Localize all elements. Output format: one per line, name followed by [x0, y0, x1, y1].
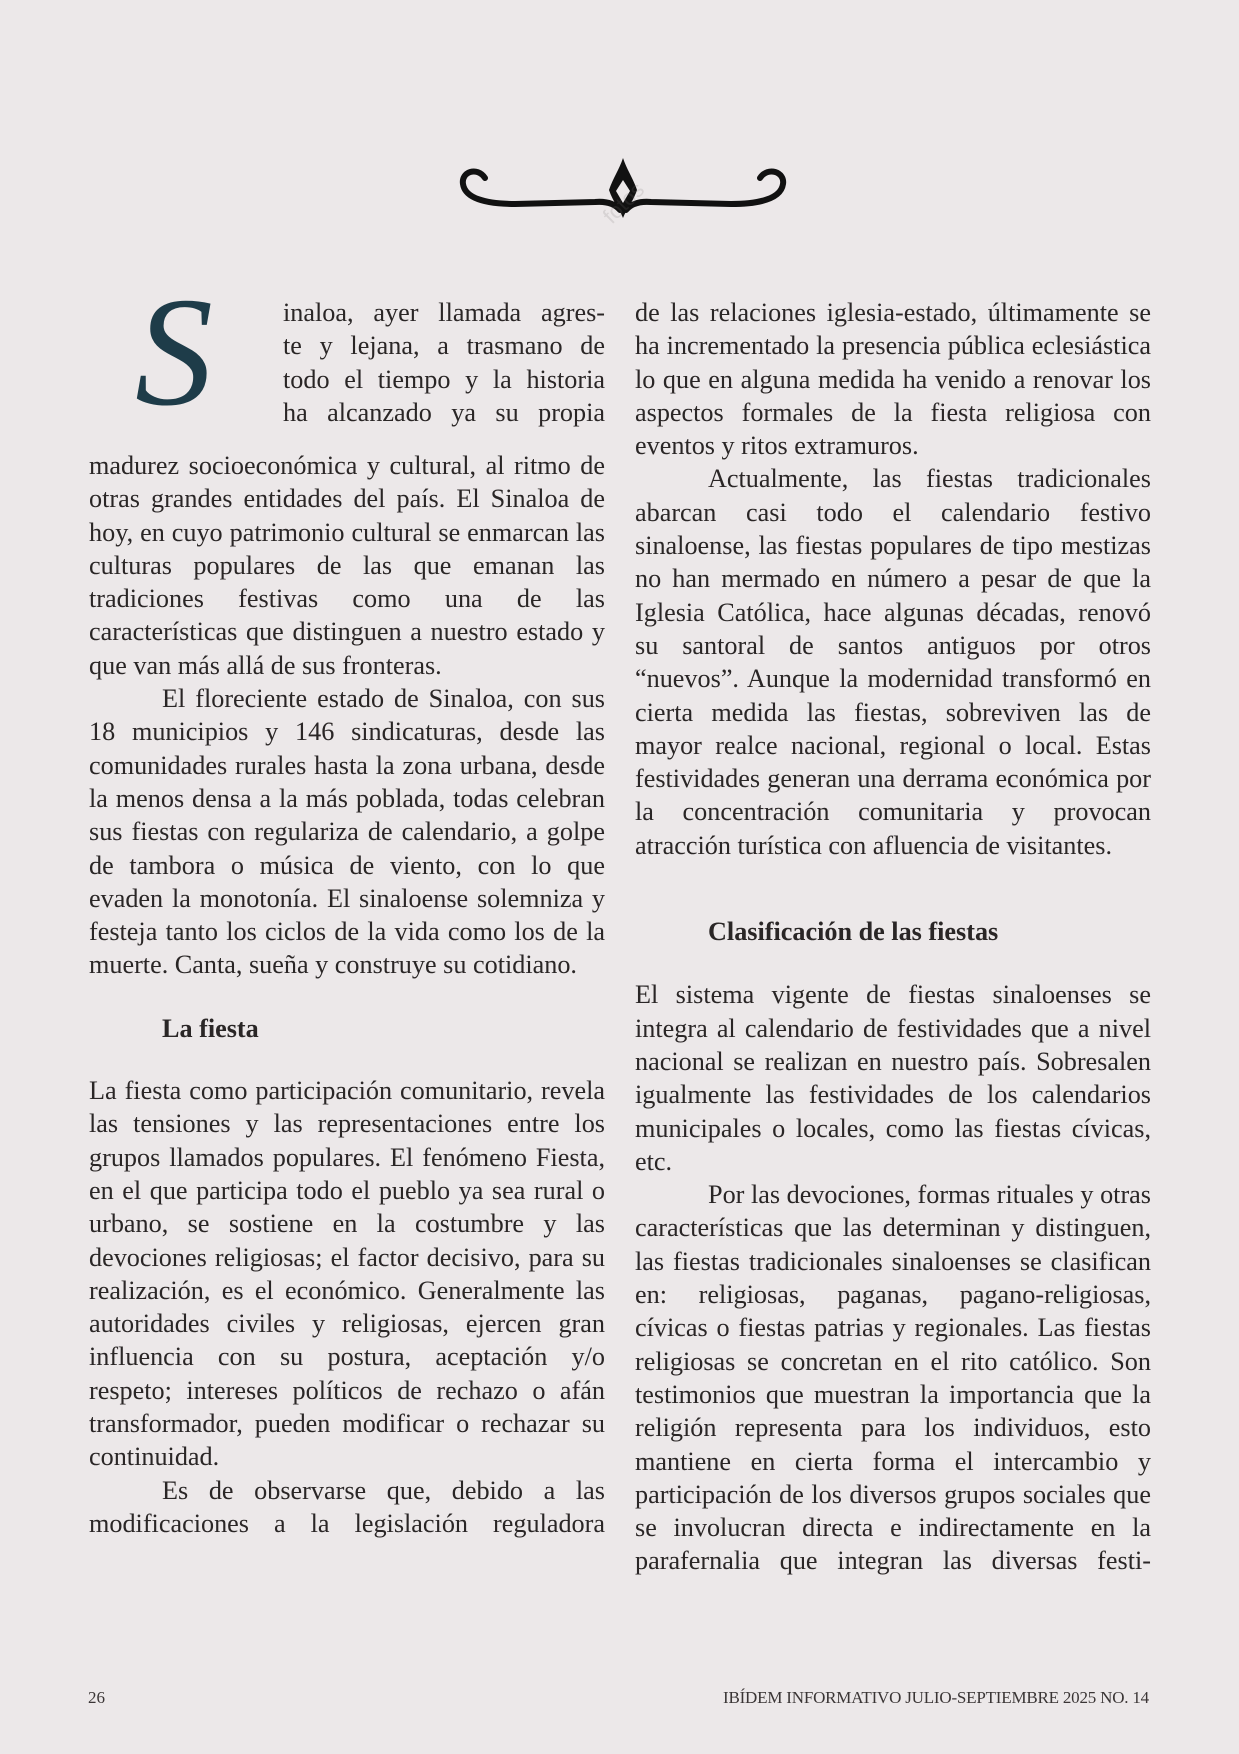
section-heading-la-fiesta: La fiesta — [162, 1013, 259, 1043]
dropcap-line: inaloa, ayer llamada agres- — [283, 298, 605, 327]
body-paragraph: El floreciente estado de Sinaloa, con sus 18 municipios y 146 sindicaturas, desde las comunidades rurales hasta la zona urbana, desde la menos densa a la más poblada, todas celebran sus fiestas con regulariza de calendario, a golpe de tambora o música de viento, con lo que evaden la monotonía. El sinaloense solemniza y festeja tanto los ciclos de la vida como los de la muerte. Canta, sueña y construye su cotidiano. — [89, 684, 605, 980]
left-column — [89, 265, 605, 1540]
body-paragraph: El sistema vigente de fiestas sinaloenses se integra al calendario de festividades que a nivel nacional se realizan en nuestro país. Sobresalen igualmente las festividades de los calendarios municipales o locales, como las fiestas cívicas, etc. — [635, 980, 1151, 1176]
dropcap-letter: S — [135, 265, 213, 438]
dropcap-line: todo el tiempo y la historia — [283, 364, 605, 394]
body-paragraph: Por las devociones, formas rituales y otras características que las determinan y distinguen, las fiestas tradicionales sinaloenses se clasifican en: religiosas, paganas, pagano-religiosas, cívicas o fiestas patrias y regionales. Las fiestas religiosas se concretan en el rito católico. Son testimonios que muestran la importancia que la religión representa para los individuos, esto mantiene en cierta forma el intercambio y participación de los diversos grupos sociales que se involucran directa e indirectamente en la parafernalia que integran las diversas festi- — [635, 1180, 1151, 1576]
body-paragraph: Es de observarse que, debido a las modificaciones a la legislación reguladora — [89, 1475, 605, 1538]
intro-dropcap-block — [89, 265, 605, 438]
dropcap-line: ha alcanzado ya su propia — [283, 397, 605, 427]
body-paragraph: de las relaciones iglesia-estado, últimamente se ha incrementado la presencia pública eclesiástica lo que en alguna medida ha venido a renovar los aspectos formales de la fiesta religiosa con eventos y ritos extramuros. — [635, 298, 1151, 461]
body-paragraph: La fiesta como participación comunitario, revela las tensiones y las representaciones entre los grupos llamados populares. El fenómeno Fiesta, en el que participa todo el pueblo ya sea rural o urbano, se sostiene en la costumbre y las devociones religiosas; el factor decisivo, para su realización, es el económico. Generalmente las autoridades civiles y religiosas, ejercen gran influencia con su postura, aceptación y/o respeto; intereses políticos de rechazo o afán transformador, pueden modificar o rechazar su continuidad. — [89, 1076, 605, 1472]
section-heading-clasificacion: Clasificación de las fiestas — [708, 917, 999, 947]
body-paragraph: madurez socioeconómica y cultural, al ritmo de otras grandes entidades del país. El Sinaloa de hoy, en cuyo patrimonio cultural se enmarcan las culturas populares de las que emanan las tradiciones festivas como una de las características que distinguen a nuestro estado y que van más allá de sus fronteras. — [89, 451, 605, 680]
page-number: 26 — [88, 1688, 105, 1707]
right-column — [635, 296, 1151, 1578]
body-paragraph: Actualmente, las fiestas tradicionales abarcan casi todo el calendario festivo sinaloense, las fiestas populares de tipo mestizas no han mermado en número a pesar de que la Iglesia Católica, hace algunas décadas, renovó su santoral de santos antiguos por otros “nuevos”. Aunque la modernidad transformó en cierta medida las fiestas, sobreviven las de mayor realce nacional, regional o local. Estas festividades generan una derrama económica por la concentración comunitaria y provocan atracción turística con afluencia de visitantes. — [635, 464, 1151, 860]
dropcap-line: te y lejana, a trasmano de — [283, 331, 605, 361]
watermark-text: fotos — [597, 176, 650, 229]
publication-footer: IBÍDEM INFORMATIVO JULIO-SEPTIEMBRE 2025 NO. 14 — [723, 1688, 1149, 1707]
dropcap-text — [283, 296, 605, 429]
